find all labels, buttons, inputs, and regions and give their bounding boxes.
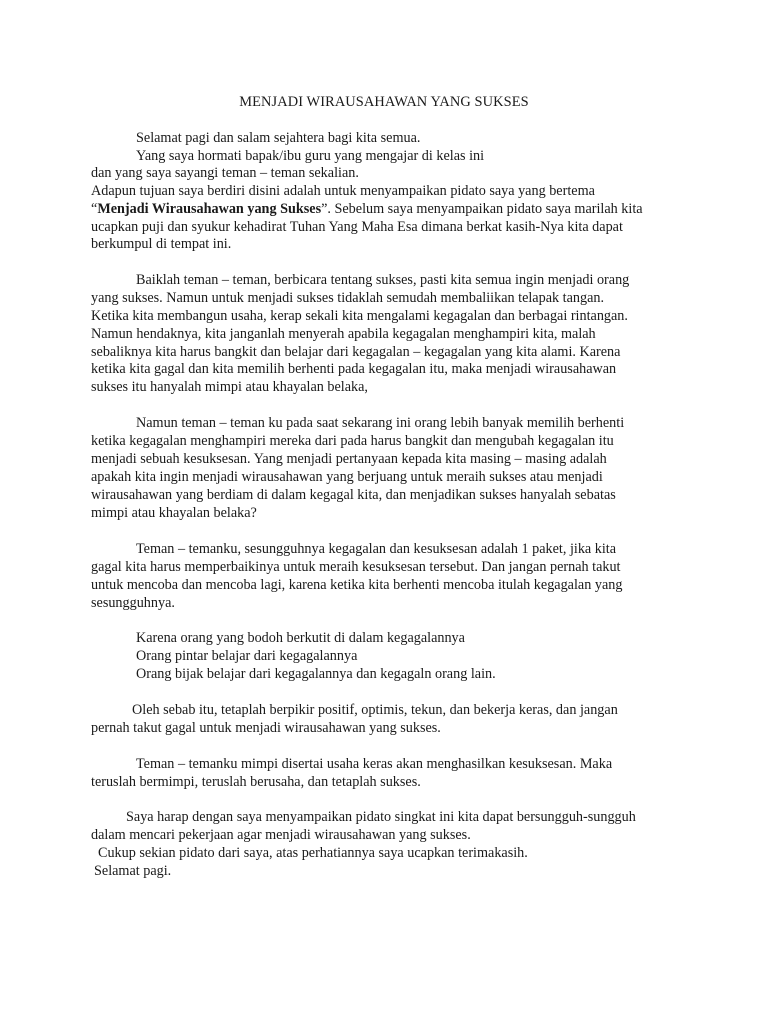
para2-line-4: apakah kita ingin menjadi wirausahawan yang berjuang untuk meraih sukses atau menjadi [91,469,603,485]
closing-line-4: Selamat pagi. [94,863,172,879]
para3-line-3: untuk mencoba dan mencoba lagi, karena ketika kita berhenti mencoba itulah kegagalan yang [91,577,623,593]
para3-line-4: sesungguhnya. [91,595,175,611]
para1-line-2: yang sukses. Namun untuk menjadi sukses tidaklah semudah membaliikan telapak tangan. [91,290,605,306]
document-title: MENJADI WIRAUSAHAWAN YANG SUKSES [239,94,529,110]
closing-line-3: Cukup sekian pidato dari saya, atas perhatiannya saya ucapkan terimakasih. [98,845,528,861]
para2-line-2: ketika kegagalan menghampiri mereka dari pada harus bangkit dan mengubah kegagalan itu [91,433,614,449]
greeting-line-3: dan yang saya sayangi teman – teman sekalian. [91,165,359,181]
quote-line-1: Karena orang yang bodoh berkutit di dalam kegagalannya [136,630,465,646]
para3-line-1: Teman – temanku, sesungguhnya kegagalan dan kesuksesan adalah 1 paket, jika kita [136,541,617,557]
greeting-line-7: berkumpul di tempat ini. [91,236,232,252]
para4-line-1: Oleh sebab itu, tetaplah berpikir positif, optimis, tekun, dan bekerja keras, dan jangan [132,702,618,718]
para2-line-1: Namun teman – teman ku pada saat sekarang ini orang lebih banyak memilih berhenti [136,415,625,431]
para1-line-4: Namun hendaknya, kita janganlah menyerah apabila kegagalan menghampiri kita, malah [91,326,596,342]
greeting-line-5-rest: ”. Sebelum saya menyampaikan pidato saya marilah kita [321,201,643,217]
greeting-line-4: Adapun tujuan saya berdiri disini adalah untuk menyampaikan pidato saya yang bertema [91,183,595,199]
greeting-line-2: Yang saya hormati bapak/ibu guru yang mengajar di kelas ini [136,148,485,164]
para2-line-5: wirausahawan yang berdiam di dalam kegagal kita, dan menjadikan sukses hanyalah sebatas [91,487,616,503]
para1-line-1: Baiklah teman – teman, berbicara tentang sukses, pasti kita semua ingin menjadi orang [136,272,630,288]
para5-line-1: Teman – temanku mimpi disertai usaha keras akan menghasilkan kesuksesan. Maka [136,756,613,772]
para2-line-3: menjadi sebuah kesuksesan. Yang menjadi pertanyaan kepada kita masing – masing adalah [91,451,607,467]
para3-line-2: gagal kita harus memperbaikinya untuk meraih kesuksesan tersebut. Dan jangan pernah takut [91,559,621,575]
greeting-line-5 [91,200,643,218]
para1-line-3: Ketika kita membangun usaha, kerap sekali kita mengalami kegagalan dan berbagai rintangan. [91,308,628,324]
para5-line-2: teruslah bermimpi, teruslah berusaha, dan tetaplah sukses. [91,774,421,790]
para2-line-6: mimpi atau khayalan belaka? [91,505,257,521]
greeting-line-1: Selamat pagi dan salam sejahtera bagi kita semua. [136,130,421,146]
para1-line-5: sebaliknya kita harus bangkit dan belajar dari kegagalan – kegagalan yang kita alami. Karena [91,344,621,360]
quote-line-3: Orang bijak belajar dari kegagalannya dan kegagaln orang lain. [136,666,496,682]
greeting-line-6: ucapkan puji dan syukur kehadirat Tuhan Yang Maha Esa dimana berkat kasih-Nya kita dapat [91,219,623,235]
open-quote: “ [91,201,98,217]
para1-line-6: ketika kita gagal dan kita memilih berhenti pada kegagalan itu, maka menjadi wirausahawan [91,361,617,377]
para4-line-2: pernah takut gagal untuk menjadi wirausahawan yang sukses. [91,720,441,736]
closing-line-1: Saya harap dengan saya menyampaikan pidato singkat ini kita dapat bersungguh-sungguh [126,809,636,825]
closing-line-2: dalam mencari pekerjaan agar menjadi wirausahawan yang sukses. [91,827,471,843]
quote-line-2: Orang pintar belajar dari kegagalannya [136,648,358,664]
para1-line-7: sukses itu hanyalah mimpi atau khayalan belaka, [91,379,368,395]
speech-theme: Menjadi Wirausahawan yang Sukses [97,201,322,217]
